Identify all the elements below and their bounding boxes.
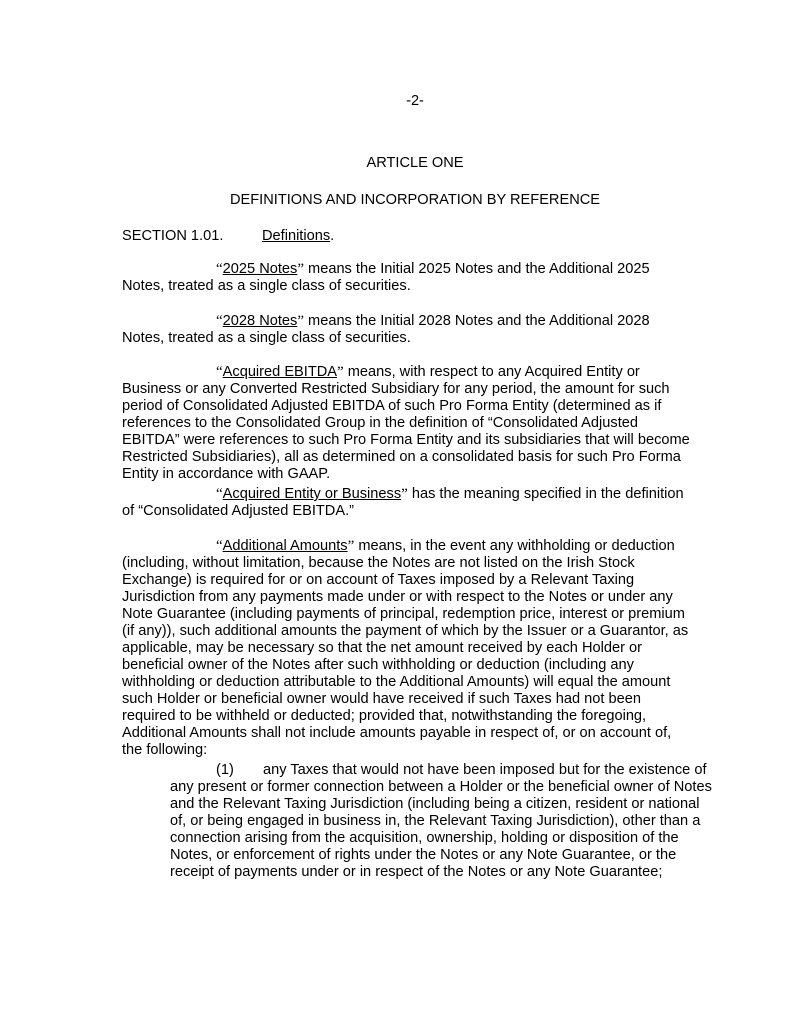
open-quote: “ <box>216 538 223 554</box>
close-quote: ” <box>401 486 408 502</box>
definition-text: means, in the event any withholding or deduction (including, without limitation, because the Notes are not listed on the Irish Stock Exchange) is required for or on account of Taxes imposed by a Relevant Taxing Jurisdiction from any payments made under or with respect to the Notes or under any Note Guarantee (including payments of principal, redemption price, interest or premium (if any)), such additional amounts the payment of which by the Issuer or a Guarantor, as applicable, may be necessary so that the net amount received by each Holder or beneficial owner of the Notes after such withholding or deduction (including any withholding or deduction attributable to the Additional Amounts) will equal the amount such Holder or beneficial owner would have received if such Taxes had not been required to be withheld or deducted; provided that, notwithstanding the foregoing, Additional Amounts shall not include amounts payable in respect of, or on account of, the following: <box>122 538 689 758</box>
open-quote: “ <box>216 261 223 277</box>
definition-text: has the meaning specified in the definition of “Consolidated Adjusted EBITDA.” <box>122 486 684 519</box>
defined-term: 2028 Notes <box>222 313 298 329</box>
close-quote: ” <box>297 261 304 277</box>
definition-2025-notes <box>122 261 694 295</box>
article-title: ARTICLE ONE <box>366 155 464 171</box>
defined-term: Additional Amounts <box>222 538 348 554</box>
article-subtitle: DEFINITIONS AND INCORPORATION BY REFERENCE <box>229 192 601 208</box>
open-quote: “ <box>216 313 223 329</box>
subparagraph-text: any Taxes that would not have been imposed but for the existence of any present or former connection between a Holder or the beneficial owner of Notes and the Relevant Taxing Jurisdiction (including being a citizen, resident or national of, or being engaged in business in, the Relevant Taxing Jurisdiction), other than a connection arising from the acquisition, ownership, holding or disposition of the Notes, or enforcement of rights under the Notes or any Note Guarantee, or the receipt of payments under or in respect of the Notes or any Note Guarantee; <box>170 762 712 880</box>
section-heading <box>122 228 335 245</box>
open-quote: “ <box>216 486 223 502</box>
defined-term: 2025 Notes <box>222 261 298 277</box>
definition-text: means the Initial 2025 Notes and the Additional 2025 Notes, treated as a single class of securities. <box>122 261 650 294</box>
defined-term: Acquired Entity or Business <box>222 486 402 502</box>
close-quote: ” <box>297 313 304 329</box>
definition-acquired-ebitda <box>122 364 694 483</box>
section-title-suffix: . <box>330 228 335 244</box>
close-quote: ” <box>347 538 355 554</box>
page-number: -2- <box>406 93 424 109</box>
defined-term: Acquired EBITDA <box>222 364 338 380</box>
subparagraph-1 <box>170 762 715 881</box>
section-title-wrap <box>262 228 334 245</box>
subparagraph-number: (1) <box>216 762 234 778</box>
definition-2028-notes <box>122 313 694 347</box>
section-title: Definitions <box>262 228 331 244</box>
definition-acquired-entity-or-business <box>122 486 694 520</box>
close-quote: ” <box>337 364 344 380</box>
definition-additional-amounts <box>122 538 694 759</box>
definition-text: means, with respect to any Acquired Entity or Business or any Converted Restricted Subsidiary for any period, the amount for such period of Consolidated Adjusted EBITDA of such Pro Forma Entity (determined as if references to the Consolidated Group in the definition of “Consolidated Adjusted EBITDA” were references to such Pro Forma Entity and its subsidiaries that will become Restricted Subsidiaries), all as determined on a consolidated basis for such Pro Forma Entity in accordance with GAAP. <box>122 364 690 482</box>
definition-text: means the Initial 2028 Notes and the Additional 2028 Notes, treated as a single class of securities. <box>122 313 650 346</box>
section-number: SECTION 1.01. <box>122 228 224 244</box>
open-quote: “ <box>216 364 223 380</box>
